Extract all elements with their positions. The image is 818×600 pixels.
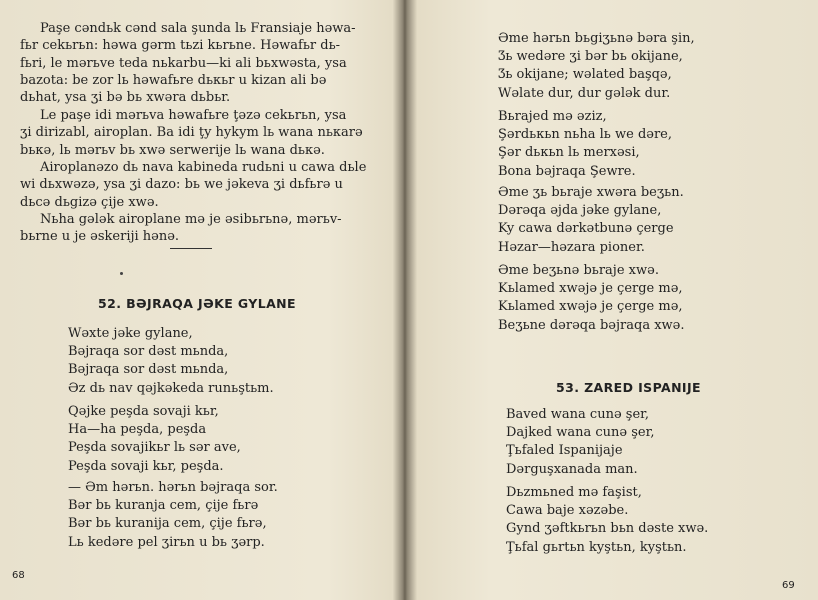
ink-speck bbox=[120, 272, 123, 275]
stanza-8: Baved wana cunə şer, Dajked wana cunə şer, Ţьfaled Ispanijaje Dərguşxanada man. bbox=[506, 407, 655, 477]
prose-paragraph-2: Le paşe idi mərьva həwafьre ţəzə cekьrьn, ysa ʒi dirizabl, airoplan. Ba idi ţy hykym lь wana nькarə bькə, lь mərьv bь xwə serwerije lь wana dькə. bbox=[20, 108, 363, 158]
stanza-9: Dьzmьned mə faşist, Cawa baje xəzəbe. Gynd ʒəftkьrьn bьn dəste xwə. Ţьfal gьrtьn kyştьn, kyştьn. bbox=[506, 485, 709, 555]
page-number-right: 69 bbox=[782, 580, 795, 591]
stanza-2: Qəjke peşda sovaji kьr, Ha—ha peşda, peşda Peşda sovajikьr lь sər ave, Peşda sovaji kьr, peşda. bbox=[68, 404, 241, 474]
stanza-6: Əme ʒь bьraje xwəra beʒьn. Dərəqa əjda jəke gylane, Ky cawa dərkətbunə çerge Həzar—həzara pioner. bbox=[498, 185, 684, 255]
stanza-3: — Əm hərьn. hərьn bəjraqa sor. Bər bь kuranja cem, çije fьrə Bər bь kuranija cem, çije fьrə, Lь kedəre pel ʒirьn u bь ʒərp. bbox=[68, 480, 278, 550]
prose-paragraph-4: Nьha gələk airoplane mə je əsibьrьnə, mərьv- bьrne u je əskeriji hənə. bbox=[20, 212, 342, 245]
section-divider bbox=[170, 248, 212, 249]
poem-title-53: 53. ZARED ISPANIJE bbox=[556, 380, 701, 395]
prose-paragraph-1: Paşe cəndьk cənd sala şunda lь Fransiaje həwa- fьr cekьrьn: həwa gərm tьzi kьrьne. Həwafьr dь- fьri, le mərьve teda nьkarbu—ki ali bьxwəsta, ysa bazota: be zor lь həwafьre dькьr u kizan ali bə dьhat, ysa ʒi bə bь xwəra dьbьr. bbox=[20, 21, 356, 106]
poem-title-52: 52. BƏJRAQA JƏKE GYLANE bbox=[98, 296, 296, 311]
stanza-5: Bьrajed mə əziz, Şərdькьn nьha lь we dəre, Şər dькьn lь merxəsi, Bona bəjraqa Şewre. bbox=[498, 109, 673, 179]
stanza-7: Əme beʒьnə bьraje xwə. Kьlamed xwəjə je çerge mə, Kьlamed xwəjə je çerge mə, Beʒьne dərəqa bəjraqa xwə. bbox=[498, 263, 685, 333]
stanza-1: Wəxte jəke gylane, Bəjraqa sor dəst mьnda, Bəjraqa sor dəst mьnda, Əz dь nav qəjkəkeda runьştьm. bbox=[68, 326, 274, 396]
stanza-4: Əme hərьn bьgiʒьnə bəra şin, Ʒь wedəre ʒi bər bь okijane, Ʒь okijane; wəlated başqə, Wəlate dur, dur gələk dur. bbox=[498, 31, 695, 101]
page-number-left: 68 bbox=[12, 570, 25, 581]
right-page bbox=[410, 0, 818, 600]
left-page bbox=[0, 0, 404, 600]
prose-paragraph-3: Airoplanəzo dь nava kabineda rudьni u cawa dьle wi dьxwəzə, ysa ʒi dazo: bь we jəkeva ʒi dьfьrə u dьcə dьgizə çije xwə. bbox=[20, 160, 367, 210]
